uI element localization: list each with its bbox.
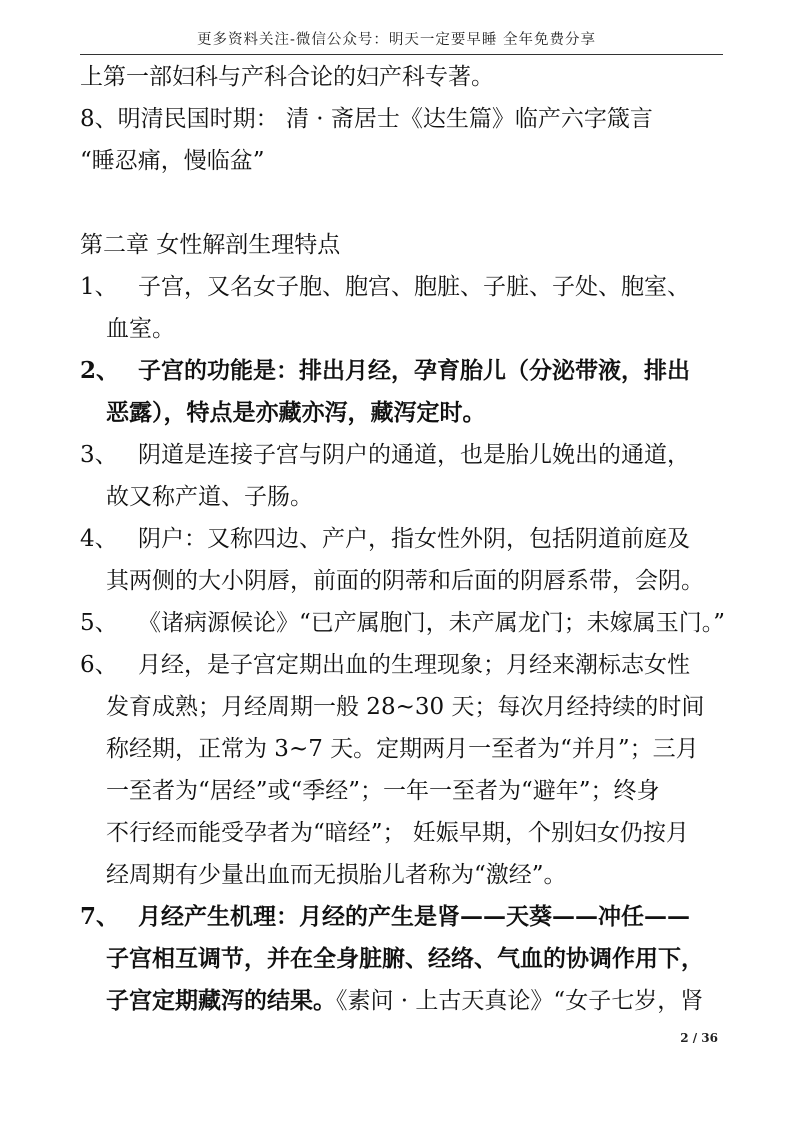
page-number: 2 / 36 — [680, 1031, 718, 1045]
text-line — [80, 980, 730, 1022]
page-header: 更多资料关注-微信公众号：明天一定要早睡 全年免费分享 — [196, 32, 596, 48]
item-text: 月经，是子宫定期出血的生理现象；月经来潮标志女性 — [138, 652, 690, 678]
blank-line — [80, 182, 730, 224]
text-line: 经周期有少量出血而无损胎儿者称为“激经”。 — [106, 862, 567, 888]
text-line: 恶露），特点是亦藏亦泻，藏泻定时。 — [106, 399, 486, 426]
list-item-3 — [80, 434, 730, 476]
text-line: 8、明清民国时期： 清 · 斋居士《达生篇》临产六字箴言 — [80, 106, 653, 132]
item-text: 子宫，又名女子胞、胞宫、胞脏、子脏、子处、胞室、 — [138, 274, 690, 300]
text-line: 上第一部妇科与产科合论的妇产科专著。 — [80, 64, 494, 90]
document-body — [80, 56, 730, 1022]
text-line: 一至者为“居经”或“季经”；一年一至者为“避年”；终身 — [106, 778, 660, 804]
list-item-2 — [80, 350, 730, 392]
text-line: 故又称产道、子肠。 — [106, 484, 313, 510]
item-text: 《诸病源候论》“已产属胞门，未产属龙门；未嫁属玉门。” — [138, 610, 726, 636]
item-number: 5、 — [80, 610, 118, 636]
text-line: “睡忍痛，慢临盆” — [80, 148, 265, 174]
item-number: 1、 — [80, 274, 118, 300]
item-text: 月经产生机理：月经的产生是肾——天葵——冲任—— — [138, 903, 690, 930]
item-number: 4、 — [80, 526, 118, 552]
text-line: 发育成熟；月经周期一般 28~30 天；每次月经持续的时间 — [106, 694, 705, 720]
item-text: 子宫的功能是：排出月经，孕育胎儿（分泌带液，排出 — [138, 357, 690, 384]
item-number: 7、 — [80, 903, 120, 930]
bold-text: 子宫定期藏泻的结果。 — [106, 987, 336, 1014]
item-number: 6、 — [80, 652, 118, 678]
list-item-1 — [80, 266, 730, 308]
list-item-4 — [80, 518, 730, 560]
header-divider — [80, 54, 723, 55]
list-item-6 — [80, 644, 730, 686]
item-number: 3、 — [80, 442, 118, 468]
list-item-7 — [80, 896, 730, 938]
text-line: 子宫相互调节，并在全身脏腑、经络、气血的协调作用下， — [106, 945, 704, 972]
item-number: 2、 — [80, 357, 120, 384]
item-text: 阴道是连接子宫与阴户的通道，也是胎儿娩出的通道， — [138, 442, 690, 468]
chapter-heading: 第二章 女性解剖生理特点 — [80, 232, 341, 258]
list-item-5 — [80, 602, 730, 644]
text-line: 称经期，正常为 3~7 天。定期两月一至者为“并月”；三月 — [106, 736, 699, 762]
text-line: 其两侧的大小阴唇，前面的阴蒂和后面的阴唇系带，会阴。 — [106, 568, 704, 594]
item-text: 阴户：又称四边、产户，指女性外阴，包括阴道前庭及 — [138, 526, 690, 552]
text-tail: 《素问 · 上古天真论》“女子七岁，肾 — [336, 988, 704, 1014]
text-line: 不行经而能受孕者为“暗经”； 妊娠早期，个别妇女仍按月 — [106, 820, 689, 846]
text-line: 血室。 — [106, 316, 175, 342]
